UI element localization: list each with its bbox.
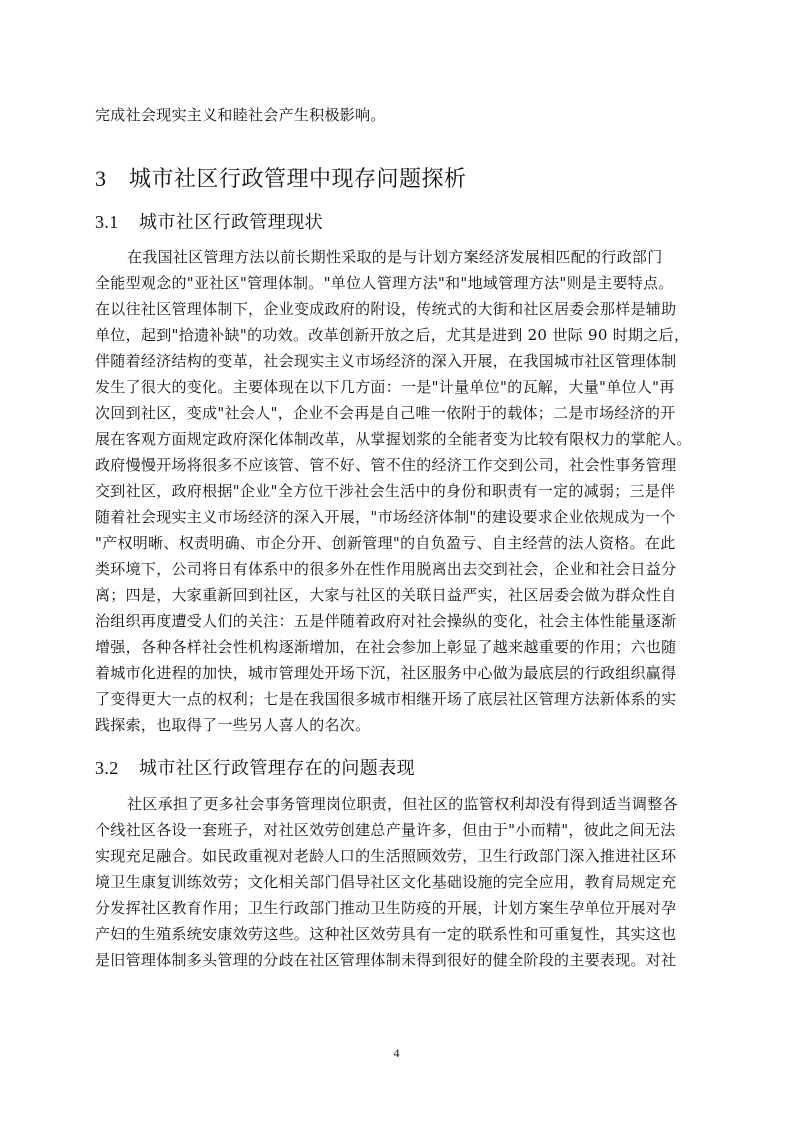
paragraph-line: 交到社区，政府根据"企业"全方位干涉社会生活中的身份和职责有一定的减弱；三是伴 — [95, 482, 676, 500]
section-3-heading — [95, 165, 467, 194]
paragraph-line: 次回到社区，变成"社会人"，企业不会再是自己唯一依附于的载体；二是市场经济的开 — [95, 404, 676, 422]
paragraph-line: 实现充足融合。如民政重视对老龄人口的生活照顾效劳，卫生行政部门深入推进社区环 — [95, 847, 677, 865]
paragraph-line: 伴随着经济结构的变革，社会现实主义市场经济的深入开展，在我国城市社区管理体制 — [95, 352, 677, 370]
section-3-2-heading — [95, 756, 415, 781]
paragraph-line: 单位，起到"拾遗补缺"的功效。改革创新开放之后，尤其是进到 20 世际 90 时期之后， — [95, 326, 690, 344]
paragraph-line: 离；四是，大家重新回到社区，大家与社区的关联日益严实，社区居委会做为群众性自 — [95, 586, 677, 604]
paragraph-line: 随着社会现实主义市场经济的深入开展，"市场经济体制"的建设要求企业依规成为一个 — [95, 508, 676, 526]
paragraph-line: 发生了很大的变化。主要体现在以下几方面：一是"计量单位"的瓦解，大量"单位人"再 — [95, 378, 675, 396]
paragraph-line: 践探索，也取得了一些另人喜人的名次。 — [95, 716, 371, 734]
paragraph-line: 了变得更大一点的权利；七是在我国很多城市相继开场了底层社区管理方法新体系的实 — [95, 690, 677, 708]
section-number: 3.1 — [95, 212, 119, 232]
paragraph-line: 是旧管理体制多头管理的分歧在社区管理体制未得到很好的健全阶段的主要表现。对社 — [95, 951, 677, 969]
paragraph-line: 境卫生康复训练效劳；文化相关部门倡导社区文化基础设施的完全应用，教育局规定充 — [95, 873, 677, 891]
paragraph-line: 在我国社区管理方法以前长期性采取的是与计划方案经济发展相匹配的行政部门 — [127, 248, 663, 266]
section-3-1-heading — [95, 210, 323, 235]
paragraph-line: "产权明晰、权责明确、市企分开、创新管理"的自负盈亏、自主经营的法人资格。在此 — [95, 534, 676, 552]
section-title: 城市社区行政管理中现存问题探析 — [129, 167, 467, 192]
paragraph-line: 在以往社区管理体制下，企业变成政府的附设，传统式的大街和社区居委会那样是辅助 — [95, 300, 677, 318]
paragraph-line: 政府慢慢开场将很多不应该管、管不好、管不住的经济工作交到公司，社会性事务管理 — [95, 456, 677, 474]
section-number: 3.2 — [95, 758, 119, 778]
paragraph-line: 类环境下，公司将日有体系中的很多外在性作用脱离出去交到社会，企业和社会日益分 — [95, 560, 677, 578]
page-number: 4 — [393, 1046, 400, 1060]
paragraph-line: 分发挥社区教育作用；卫生行政部门推动卫生防疫的开展，计划方案生孕单位开展对孕 — [95, 899, 677, 917]
intro-paragraph-line: 完成社会现实主义和睦社会产生积极影响。 — [95, 106, 386, 124]
section-title: 城市社区行政管理现状 — [139, 212, 323, 233]
paragraph-line: 产妇的生殖系统安康效劳这些。这种社区效劳具有一定的联系性和可重复性，其实这也 — [95, 925, 677, 943]
section-number: 3 — [95, 166, 107, 191]
paragraph-line: 社区承担了更多社会事务管理岗位职责，但社区的监管权利却没有得到适当调整各 — [127, 795, 678, 813]
paragraph-line: 个线社区各设一套班子，对社区效劳创建总产量许多，但由于"小而精"，彼此之间无法 — [95, 821, 676, 839]
paragraph-line: 治组织再度遭受人们的关注：五是伴随着政府对社会操纵的变化，社会主体性能量逐渐 — [95, 612, 677, 630]
paragraph-line: 全能型观念的"亚社区"管理体制。"单位人管理方法"和"地域管理方法"则是主要特点。 — [95, 274, 674, 292]
paragraph-line: 着城市化进程的加快，城市管理处开场下沉，社区服务中心做为最底层的行政组织赢得 — [95, 664, 677, 682]
paragraph-line: 展在客观方面规定政府深化体制改革，从掌握划浆的全能者变为比较有限权力的掌舵人。 — [95, 430, 692, 448]
section-title: 城市社区行政管理存在的问题表现 — [139, 758, 415, 779]
paragraph-line: 增强，各种各样社会性机构逐渐增加，在社会参加上彰显了越来越重要的作用；六也随 — [95, 638, 677, 656]
